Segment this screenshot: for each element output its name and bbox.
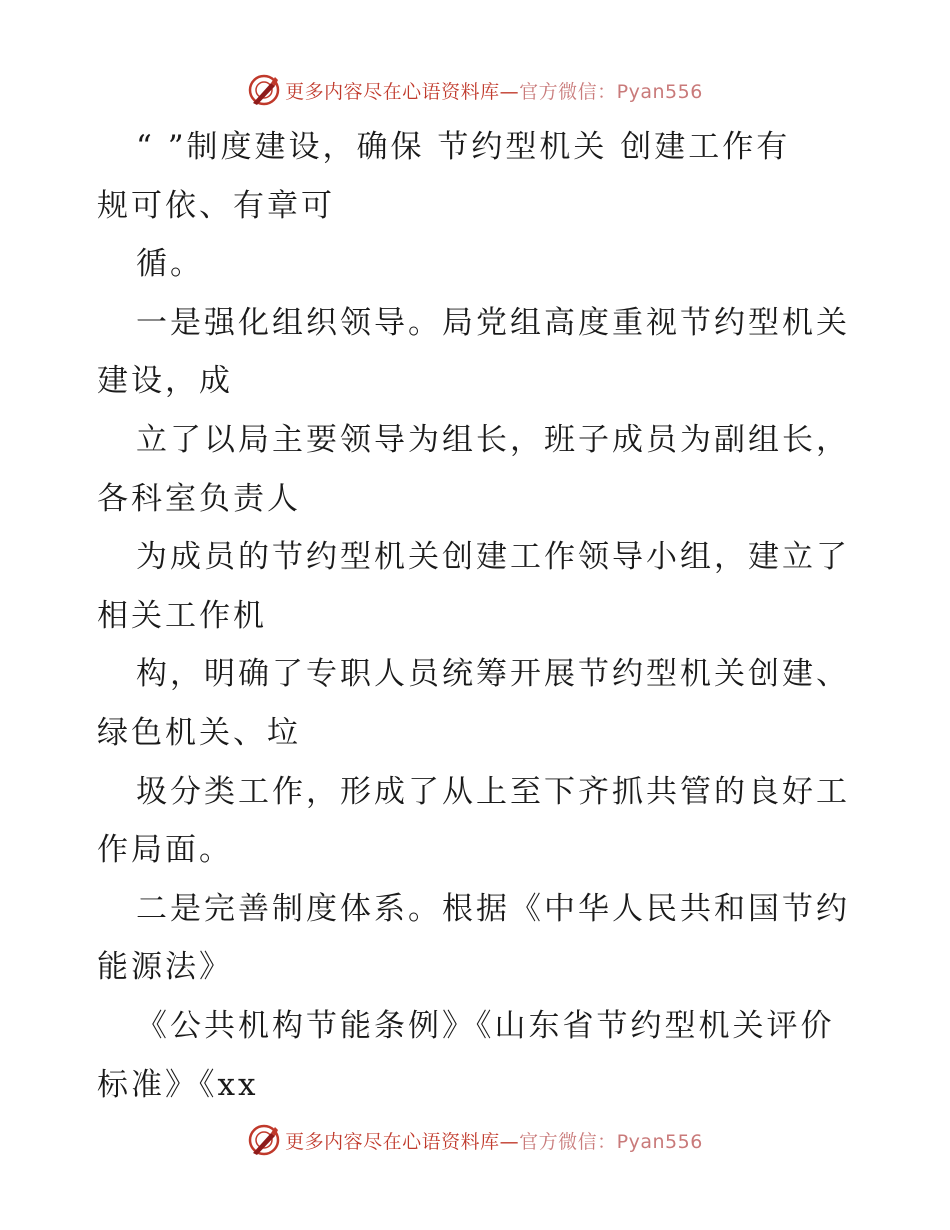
pen-logo-icon [247,1123,281,1157]
text-line: 能源法》 [97,949,233,986]
watermark-banner-top [0,70,950,110]
text-line: 绿色机关、垃 [97,714,301,751]
watermark-text: 更多内容尽在心语资料库—官方微信：Pyan556 [285,80,703,103]
text-line: 立了以局主要领导为组长，班子成员为副组长， [136,421,850,458]
text-line: 相关工作机 [97,597,267,634]
text-line: 圾分类工作，形成了从上至下齐抓共管的良好工 [136,773,850,810]
watermark-banner-bottom [0,1120,950,1160]
text-line: 循。 [136,246,204,283]
text-line: 标准》《xx [97,1066,259,1103]
text-line: 二是完善制度体系。根据《中华人民共和国节约 [136,890,850,927]
text-line: 建设，成 [97,363,233,400]
text-line: 一是强化组织领导。局党组高度重视节约型机关 [136,304,850,341]
text-line: 《公共机构节能条例》《山东省节约型机关评价 [136,1007,835,1044]
watermark-text: 更多内容尽在心语资料库—官方微信：Pyan556 [285,1130,703,1153]
text-line: 构，明确了专职人员统筹开展节约型机关创建、 [136,656,850,693]
text-line: “ ”制度建设，确保 节约型机关 创建工作有 [136,129,791,165]
pen-logo-icon [247,73,281,107]
text-line: 规可依、有章可 [97,187,335,224]
watermark-wechat: 官方微信：Pyan556 [519,80,703,103]
watermark-wechat: 官方微信：Pyan556 [519,1130,703,1153]
text-line: 为成员的节约型机关创建工作领导小组，建立了 [136,539,850,576]
text-line: 作局面。 [97,832,233,869]
text-line: 各科室负责人 [97,480,301,517]
document-body [97,118,857,1114]
